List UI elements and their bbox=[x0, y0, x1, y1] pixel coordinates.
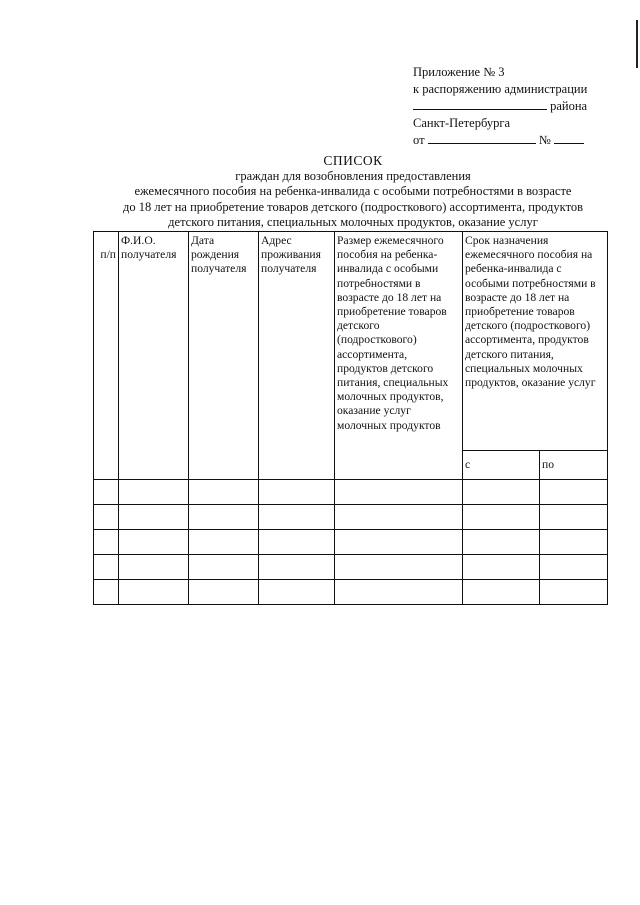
table-cell bbox=[335, 480, 463, 505]
appendix-block bbox=[413, 64, 603, 149]
table-cell bbox=[94, 530, 119, 555]
table-cell bbox=[540, 505, 608, 530]
table-cell bbox=[335, 505, 463, 530]
table-cell bbox=[119, 505, 189, 530]
table-row bbox=[94, 555, 608, 580]
header-name: Ф.И.О. получателя bbox=[119, 232, 189, 480]
title-line-3: до 18 лет на приобретение товаров детского (подросткового) ассортимента, продуктов bbox=[122, 199, 584, 214]
appendix-order-text: к распоряжению администрации bbox=[413, 82, 588, 96]
table-row bbox=[94, 480, 608, 505]
table-cell bbox=[189, 530, 259, 555]
title-heading: СПИСОК bbox=[323, 153, 383, 168]
date-blank bbox=[428, 132, 536, 144]
table-cell bbox=[463, 480, 540, 505]
header-term-from: с bbox=[463, 451, 540, 480]
header-term-to: по bbox=[540, 451, 608, 480]
document-title bbox=[96, 153, 610, 231]
table-cell bbox=[94, 505, 119, 530]
table-cell bbox=[189, 580, 259, 605]
title-line-2: ежемесячного пособия на ребенка-инвалида с особыми потребностями в возрасте bbox=[134, 184, 572, 198]
recipients-table bbox=[93, 231, 608, 605]
table-cell bbox=[463, 580, 540, 605]
table-cell bbox=[540, 580, 608, 605]
table-cell bbox=[189, 505, 259, 530]
table-cell bbox=[119, 555, 189, 580]
table-cell bbox=[335, 555, 463, 580]
table-cell bbox=[463, 530, 540, 555]
table-cell bbox=[119, 530, 189, 555]
appendix-city: Санкт-Петербурга bbox=[413, 116, 511, 130]
table-row bbox=[94, 530, 608, 555]
table-body bbox=[94, 480, 608, 605]
table-cell bbox=[335, 530, 463, 555]
scan-edge-mark bbox=[636, 20, 638, 68]
table-cell bbox=[463, 505, 540, 530]
appendix-number: Приложение № 3 bbox=[413, 65, 505, 79]
number-label: № bbox=[538, 133, 551, 147]
header-amount: Размер ежемесячного пособия на ребенка-инвалида с особыми потребностями в возрасте до 18 лет на приобретение товаров детского (подросткового) ассортимента, продуктов детского питания, специальных молочных продуктов, оказание услуг молочных продуктов bbox=[335, 232, 463, 480]
number-blank bbox=[554, 132, 584, 144]
table-cell bbox=[259, 505, 335, 530]
appendix-district-line bbox=[413, 98, 603, 115]
table-cell bbox=[540, 480, 608, 505]
table-cell bbox=[259, 530, 335, 555]
table-cell bbox=[189, 555, 259, 580]
table-cell bbox=[259, 580, 335, 605]
table-cell bbox=[540, 555, 608, 580]
table-row bbox=[94, 505, 608, 530]
title-line-4: детского питания, специальных молочных продуктов, оказание услуг bbox=[168, 215, 538, 229]
table-cell bbox=[335, 580, 463, 605]
district-blank bbox=[413, 98, 547, 110]
header-address: Адрес проживания получателя bbox=[259, 232, 335, 480]
table-cell bbox=[259, 480, 335, 505]
appendix-date-line bbox=[413, 132, 603, 149]
table-cell bbox=[94, 555, 119, 580]
date-prefix: от bbox=[413, 133, 425, 147]
table-cell bbox=[540, 530, 608, 555]
title-line-1: граждан для возобновления предоставления bbox=[235, 168, 471, 183]
header-pp: п/п bbox=[94, 232, 119, 480]
table-row bbox=[94, 580, 608, 605]
header-term: Срок назначения ежемесячного пособия на ребенка-инвалида с особыми потребностями в возрасте до 18 лет на приобретение товаров детского (подросткового) ассортимента, продуктов детского питания, специальных молочных продуктов, оказание услуг bbox=[463, 232, 608, 451]
header-birth-date: Дата рождения получателя bbox=[189, 232, 259, 480]
table-cell bbox=[189, 480, 259, 505]
table-cell bbox=[119, 580, 189, 605]
table-cell bbox=[94, 580, 119, 605]
table-cell bbox=[463, 555, 540, 580]
table-cell bbox=[259, 555, 335, 580]
table-cell bbox=[94, 480, 119, 505]
table-cell bbox=[119, 480, 189, 505]
district-suffix: района bbox=[550, 99, 588, 113]
